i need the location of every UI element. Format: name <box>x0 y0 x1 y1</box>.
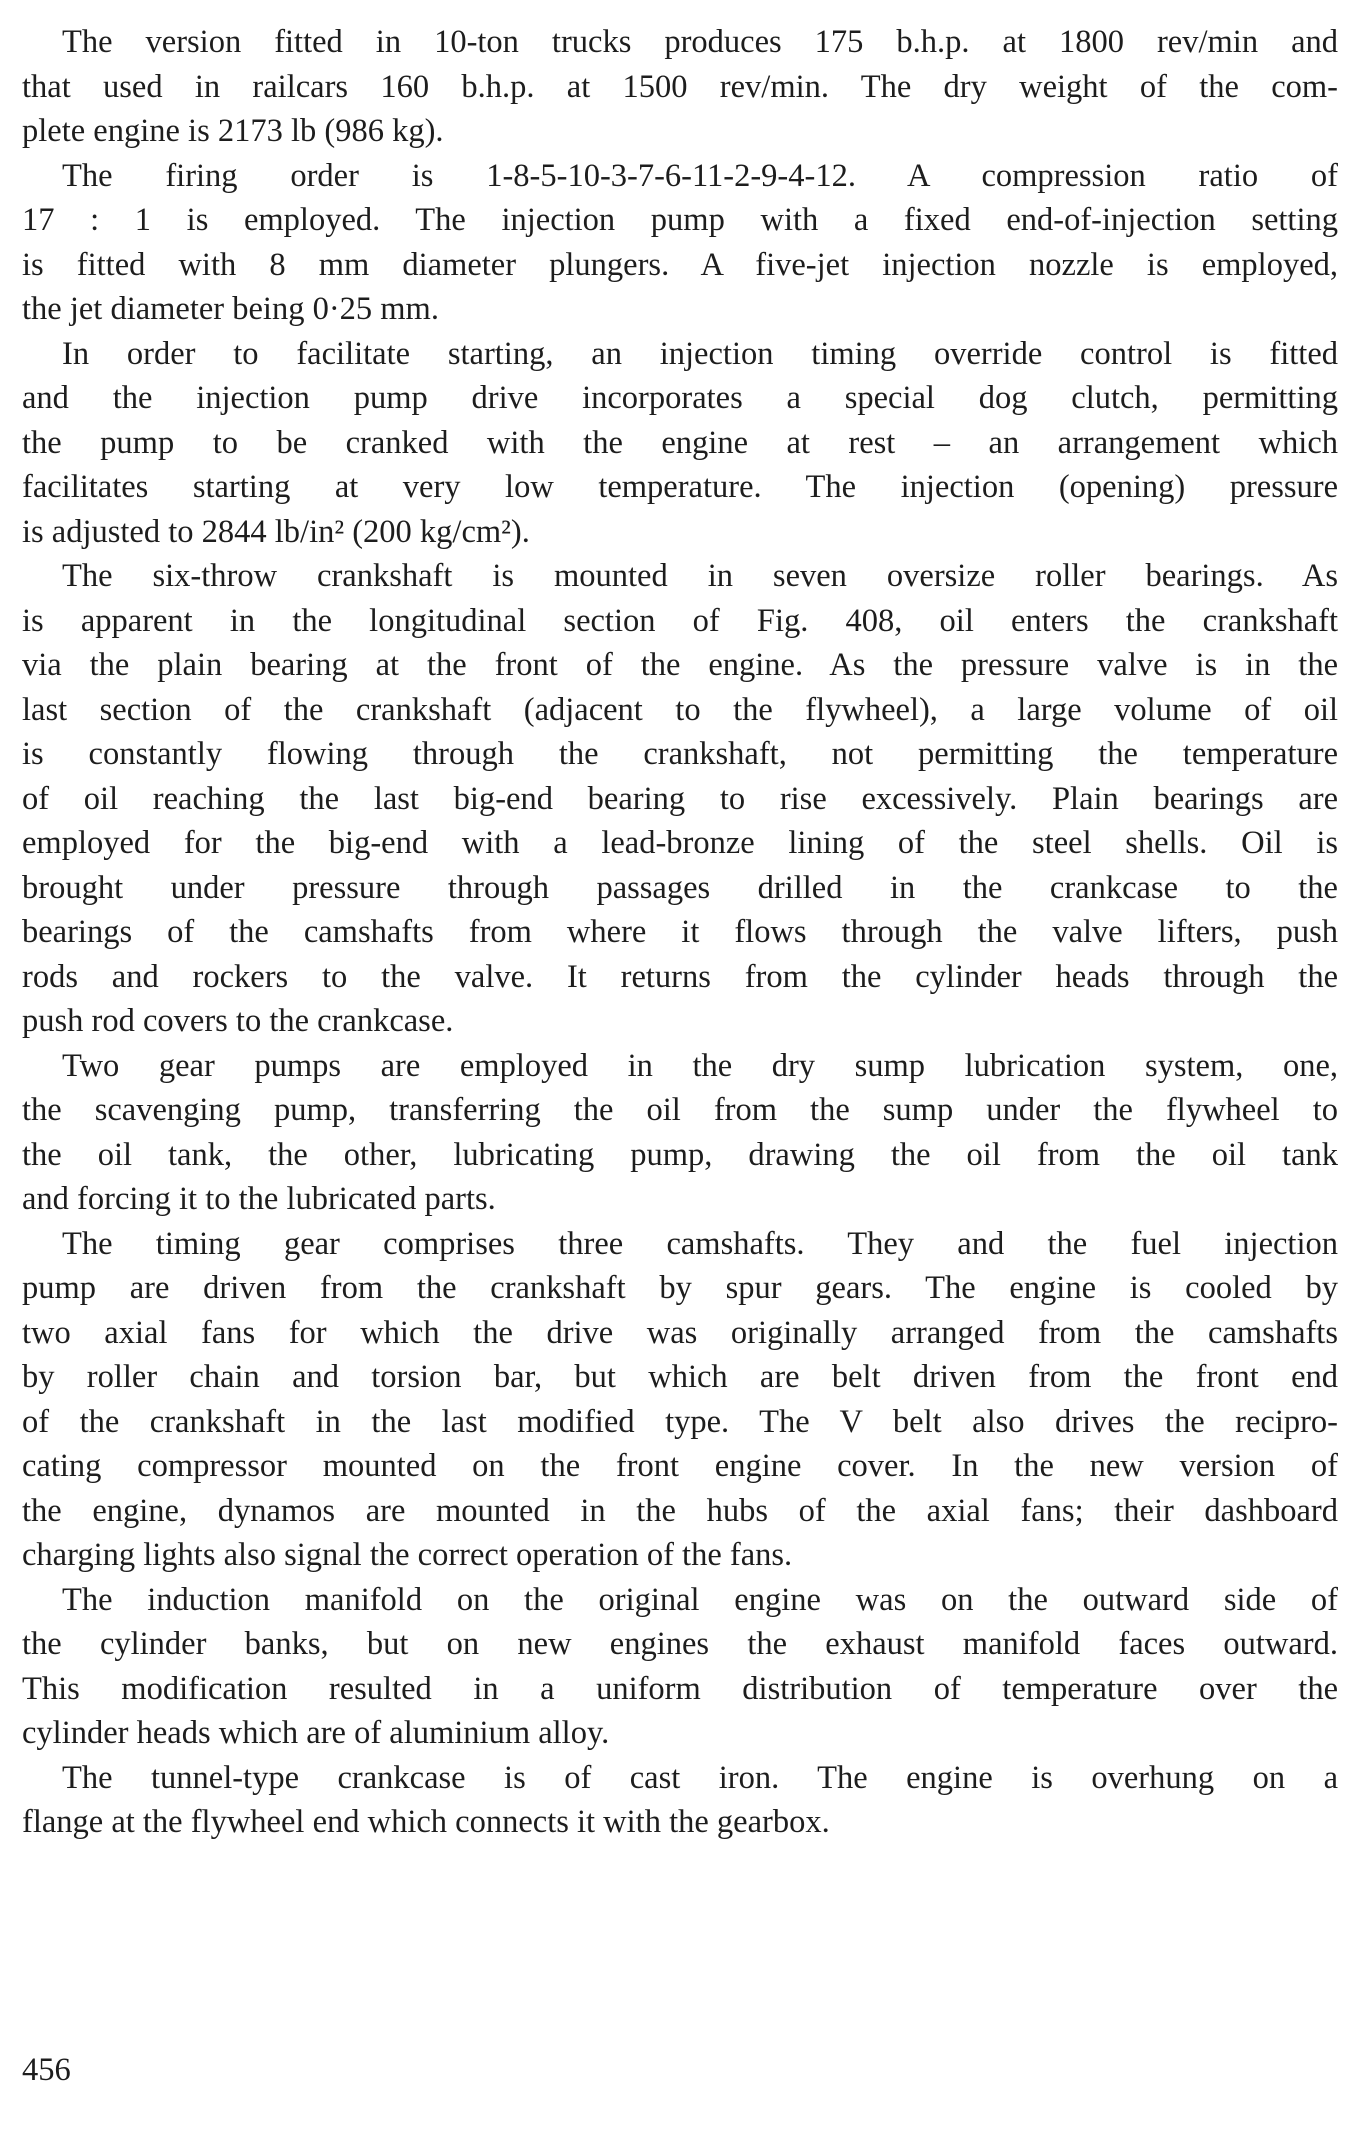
paragraph <box>22 154 1338 332</box>
text-line: The tunnel-type crankcase is of cast iron. The engine is overhung on a <box>62 1759 1338 1796</box>
text-line: last section of the crankshaft (adjacent to the flywheel), a large volume of oil <box>22 691 1338 728</box>
text-line: cating compressor mounted on the front engine cover. In the new version of <box>22 1448 1338 1484</box>
text-line: 17 : 1 is employed. The injection pump with a fixed end-of-injection setting <box>22 202 1338 238</box>
text-line: the pump to be cranked with the engine at rest – an arrangement which <box>22 424 1338 461</box>
text-line: of the crankshaft in the last modified type. The V belt also drives the recipro- <box>22 1403 1338 1440</box>
text-line: two axial fans for which the drive was originally arranged from the camshafts <box>22 1314 1338 1351</box>
text-line: facilitates starting at very low temperature. The injection (opening) pressure <box>22 469 1338 505</box>
text-line: the engine, dynamos are mounted in the hubs of the axial fans; their dashboard <box>22 1492 1338 1529</box>
text-line: The version fitted in 10-ton trucks produces 175 b.h.p. at 1800 rev/min and <box>62 24 1338 60</box>
paragraph <box>22 1756 1338 1845</box>
paragraph <box>22 332 1338 555</box>
text-line: the scavenging pump, transferring the oil from the sump under the flywheel to <box>22 1092 1338 1128</box>
text-line: The timing gear comprises three camshafts. They and the fuel injection <box>62 1225 1338 1262</box>
text-line: The induction manifold on the original engine was on the outward side of <box>62 1581 1338 1618</box>
text-line: of oil reaching the last big-end bearing to rise excessively. Plain bearings are <box>22 780 1338 817</box>
text-line: rods and rockers to the valve. It returns from the cylinder heads through the <box>22 958 1338 995</box>
text-line: the oil tank, the other, lubricating pump, drawing the oil from the oil tank <box>22 1136 1338 1173</box>
text-line: and the injection pump drive incorporates a special dog clutch, permitting <box>22 380 1338 416</box>
text-line: by roller chain and torsion bar, but which are belt driven from the front end <box>22 1359 1338 1395</box>
text-line: is fitted with 8 mm diameter plungers. A five-jet injection nozzle is employed, <box>22 246 1338 283</box>
text-line: cylinder heads which are of aluminium alloy. <box>22 1715 610 1751</box>
text-line: via the plain bearing at the front of the engine. As the pressure valve is in the <box>22 647 1338 683</box>
text-line: flange at the flywheel end which connects it with the gearbox. <box>22 1804 830 1840</box>
text-line: and forcing it to the lubricated parts. <box>22 1181 496 1217</box>
text-line: pump are driven from the crankshaft by spur gears. The engine is cooled by <box>22 1270 1338 1306</box>
text-line: Two gear pumps are employed in the dry sump lubrication system, one, <box>62 1047 1338 1084</box>
text-line: bearings of the camshafts from where it flows through the valve lifters, push <box>22 914 1338 950</box>
text-line: is constantly flowing through the crankshaft, not permitting the temperature <box>22 736 1338 772</box>
text-line: In order to facilitate starting, an injection timing override control is fitted <box>62 335 1338 372</box>
paragraph <box>22 20 1338 154</box>
paragraph <box>22 1578 1338 1756</box>
text-line: The firing order is 1-8-5-10-3-7-6-11-2-9-4-12. A compression ratio of <box>62 157 1338 194</box>
paragraph <box>22 1044 1338 1222</box>
text-line: The six-throw crankshaft is mounted in seven oversize roller bearings. As <box>62 558 1338 594</box>
text-line: plete engine is 2173 lb (986 kg). <box>22 113 444 149</box>
text-line: is apparent in the longitudinal section of Fig. 408, oil enters the crankshaft <box>22 602 1338 639</box>
text-line: This modification resulted in a uniform distribution of temperature over the <box>22 1670 1338 1707</box>
text-line: push rod covers to the crankcase. <box>22 1003 454 1039</box>
paragraph <box>22 1222 1338 1578</box>
text-line: is adjusted to 2844 lb/in² (200 kg/cm²). <box>22 513 530 550</box>
paragraph <box>22 554 1338 1044</box>
text-line: charging lights also signal the correct operation of the fans. <box>22 1537 793 1573</box>
page-body <box>22 20 1338 1845</box>
text-line: employed for the big-end with a lead-bronze lining of the steel shells. Oil is <box>22 825 1338 861</box>
text-line: brought under pressure through passages drilled in the crankcase to the <box>22 869 1338 906</box>
page-number: 456 <box>22 2052 71 2088</box>
text-line: the cylinder banks, but on new engines the exhaust manifold faces outward. <box>22 1626 1338 1662</box>
text-line: the jet diameter being 0·25 mm. <box>22 291 439 327</box>
text-line: that used in railcars 160 b.h.p. at 1500 rev/min. The dry weight of the com- <box>22 68 1338 105</box>
